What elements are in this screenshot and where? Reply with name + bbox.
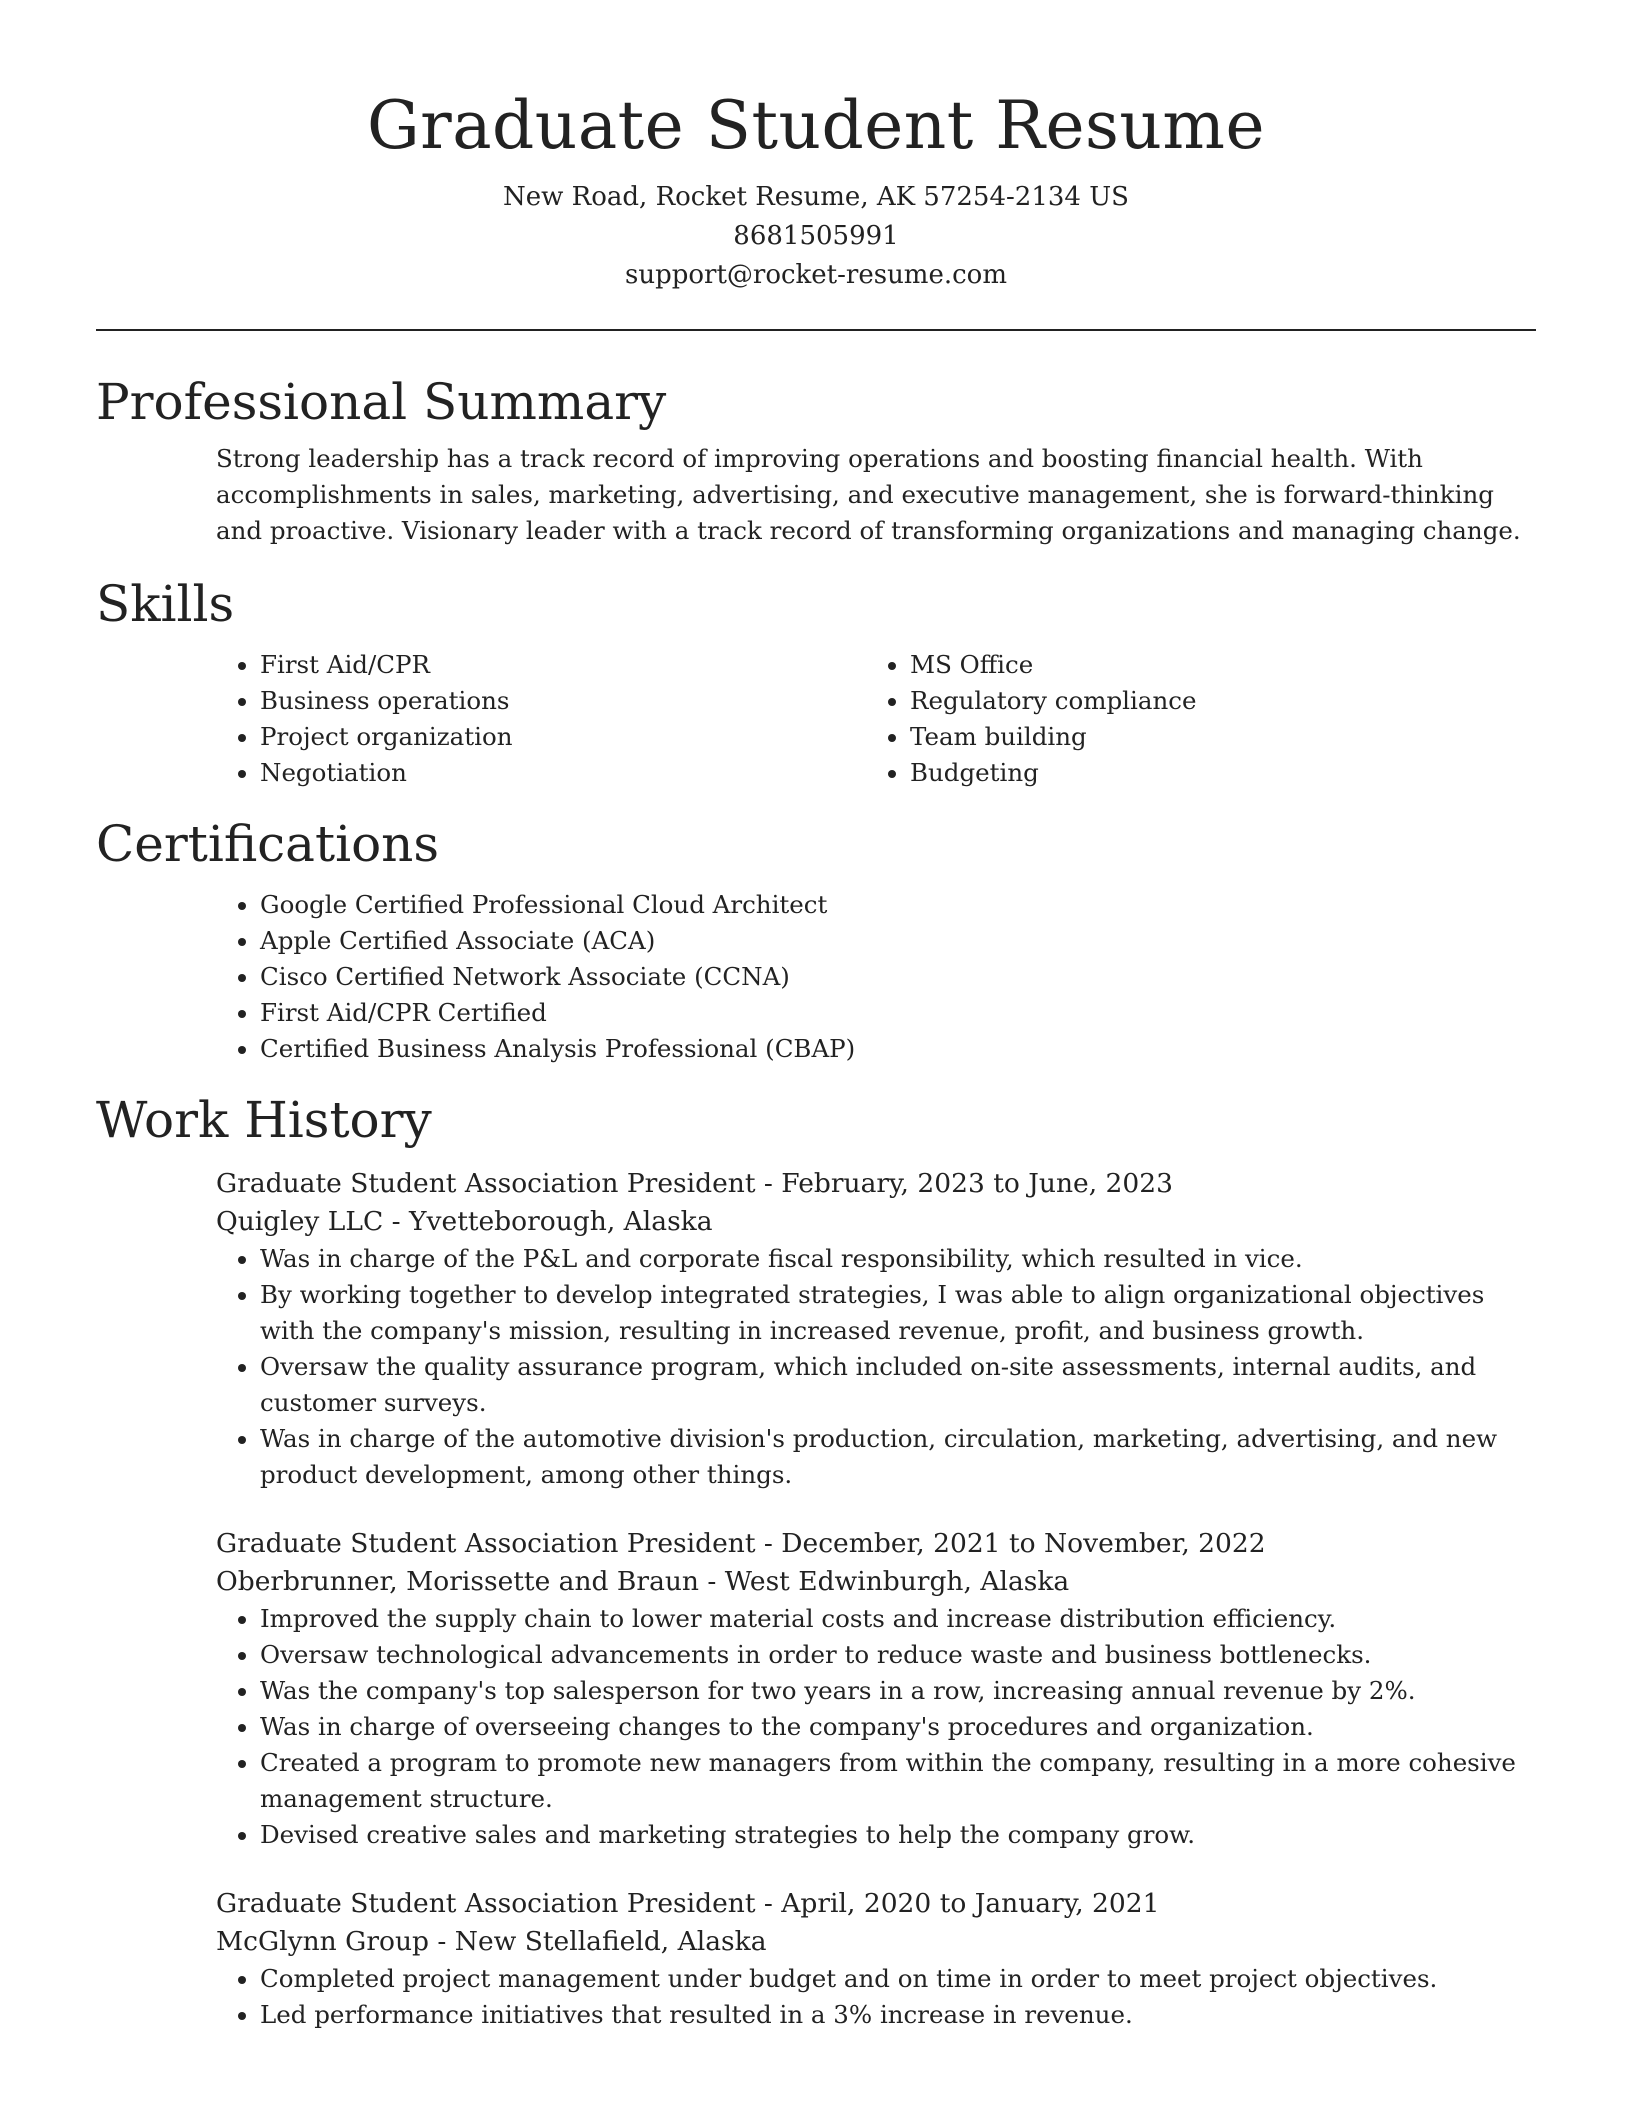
skill-item: • MS Office (910, 647, 1516, 683)
skill-item: • Business operations (260, 683, 866, 719)
job-title-dates: Graduate Student Association President - April, 2020 to January, 2021 (216, 1888, 1160, 1919)
job-duty-item: • Led performance initiatives that resulted in a 3% increase in revenue. (260, 1997, 1536, 2033)
job-entry (216, 1165, 1536, 1493)
certifications-list (216, 887, 1536, 1067)
job-duty-item: • Was in charge of the P&L and corporate fiscal responsibility, which resulted in vice. (260, 1241, 1536, 1277)
resume-title: Graduate Student Resume (366, 87, 1266, 164)
certification-item: • Certified Business Analysis Professional (CBAP) (260, 1031, 1536, 1067)
resume-page (96, 0, 1536, 2033)
section-title-skills: Skills (96, 575, 235, 633)
skills-column-right (866, 647, 1516, 791)
phone-number: 8681505991 (733, 221, 899, 251)
job-duty-item: • Created a program to promote new managers from within the company, resulting in a more cohesive management structure. (260, 1745, 1536, 1817)
section-title-work-history: Work History (96, 1091, 432, 1149)
skill-item: • Budgeting (910, 755, 1516, 791)
certification-item: • Google Certified Professional Cloud Architect (260, 887, 1536, 923)
job-entry (216, 1885, 1536, 2033)
job-duty-item: • Completed project management under budget and on time in order to meet project objectives. (260, 1961, 1536, 1997)
job-duty-item: • Oversaw the quality assurance program, which included on-site assessments, internal audits, and customer surveys. (260, 1349, 1536, 1421)
job-duty-item: • Devised creative sales and marketing strategies to help the company grow. (260, 1817, 1536, 1853)
skill-item: • Regulatory compliance (910, 683, 1516, 719)
job-duty-item: • By working together to develop integrated strategies, I was able to align organizational objectives with the company's mission, resulting in increased revenue, profit, and business growth. (260, 1277, 1536, 1349)
certification-item: • Apple Certified Associate (ACA) (260, 923, 1536, 959)
skill-item: • Project organization (260, 719, 866, 755)
job-duty-item: • Improved the supply chain to lower material costs and increase distribution efficiency. (260, 1601, 1536, 1637)
summary-text: Strong leadership has a track record of improving operations and boosting financial health. With accomplishments in sales, marketing, advertising, and executive management, she is forward-thinking and proactive. Visionary leader with a track record of transforming organizations and managing change. (216, 444, 1521, 545)
header-divider (96, 329, 1536, 331)
section-title-summary: Professional Summary (96, 373, 667, 431)
resume-header (96, 0, 1536, 295)
job-duty-item: • Was the company's top salesperson for two years in a row, increasing annual revenue by 2%. (260, 1673, 1536, 1709)
skills-column-left (216, 647, 866, 791)
job-entry (216, 1525, 1536, 1853)
job-company-location: Oberbrunner, Morissette and Braun - West Edwinburgh, Alaska (216, 1566, 1070, 1597)
job-company-location: McGlynn Group - New Stellafield, Alaska (216, 1926, 767, 1957)
job-duties (216, 1961, 1536, 2033)
skills-list (216, 647, 1536, 791)
skill-item: • Negotiation (260, 755, 866, 791)
section-title-certifications: Certifications (96, 815, 440, 873)
job-duties (216, 1241, 1536, 1493)
job-duty-item: • Was in charge of the automotive division's production, circulation, marketing, advertising, and new product development, among other things. (260, 1421, 1536, 1493)
job-company-location: Quigley LLC - Yvetteborough, Alaska (216, 1206, 713, 1237)
contact-info (96, 178, 1536, 295)
address: New Road, Rocket Resume, AK 57254-2134 US (503, 182, 1129, 212)
job-duty-item: • Was in charge of overseeing changes to the company's procedures and organization. (260, 1709, 1536, 1745)
skill-item: • Team building (910, 719, 1516, 755)
certification-item: • First Aid/CPR Certified (260, 995, 1536, 1031)
email-address[interactable]: support@rocket-resume.com (624, 260, 1007, 290)
job-title-dates: Graduate Student Association President - December, 2021 to November, 2022 (216, 1528, 1266, 1559)
certification-item: • Cisco Certified Network Associate (CCNA) (260, 959, 1536, 995)
skill-item: • First Aid/CPR (260, 647, 866, 683)
job-title-dates: Graduate Student Association President - February, 2023 to June, 2023 (216, 1168, 1173, 1199)
job-duty-item: • Oversaw technological advancements in order to reduce waste and business bottlenecks. (260, 1637, 1536, 1673)
job-duties (216, 1601, 1536, 1853)
